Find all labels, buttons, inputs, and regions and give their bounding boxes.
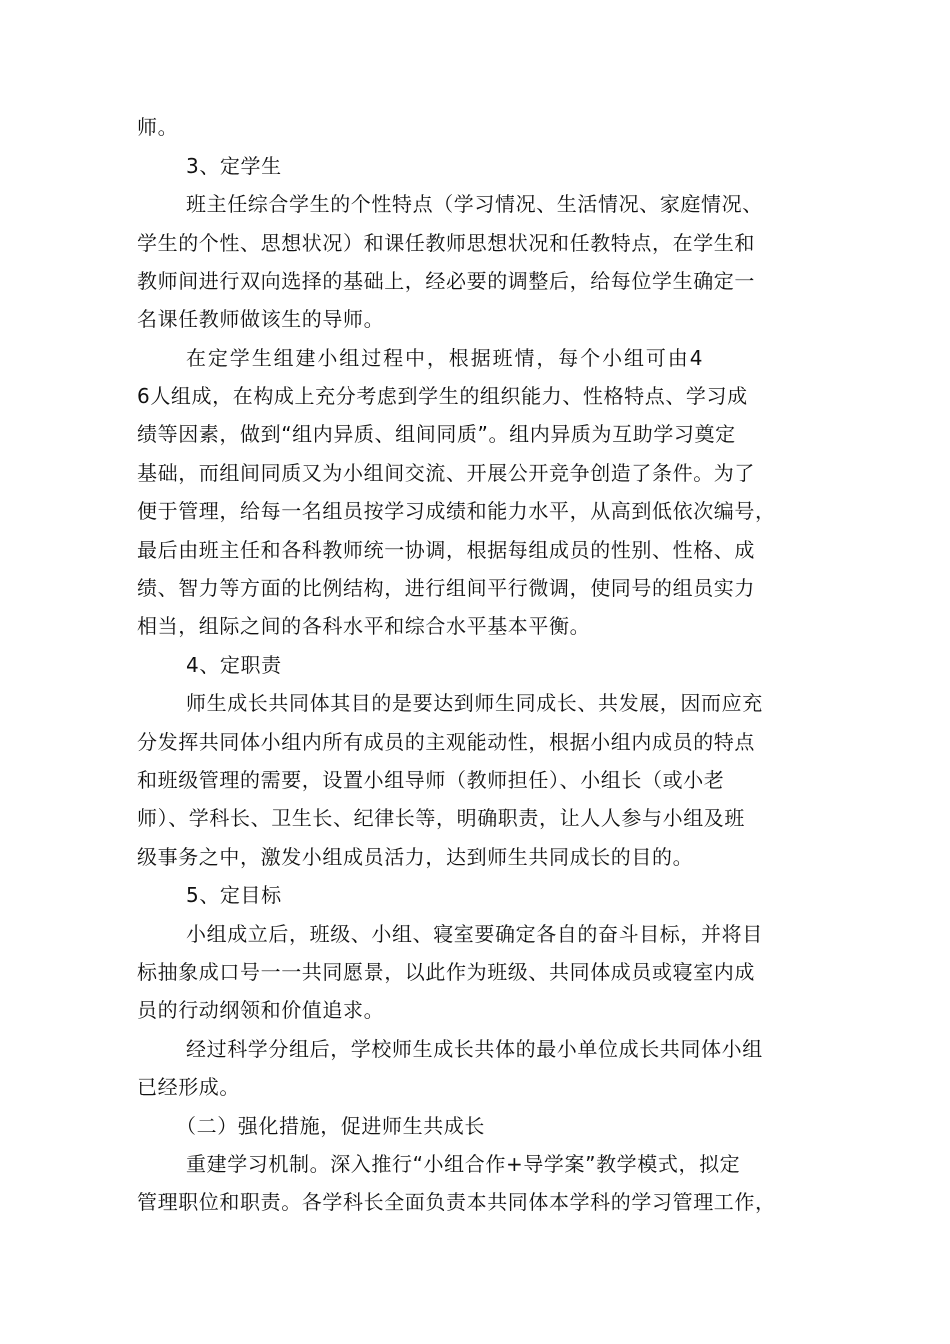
- text-line: 教师间进行双向选择的基础上，经必要的调整后，给每位学生确定一: [137, 269, 755, 293]
- text-line: 员的行动纲领和价值追求。: [137, 998, 385, 1022]
- text-line: 名课任教师做该生的导师。: [137, 307, 385, 331]
- text-line: 师）、学科长、卫生长、纪律长等，明确职责，让人人参与小组及班: [137, 806, 745, 830]
- text-line: 相当，组际之间的各科水平和综合水平基本平衡。: [137, 614, 591, 638]
- text-line: 小组成立后，班级、小组、寝室要确定各自的奋斗目标，并将目: [186, 922, 763, 946]
- section-heading: 3、定学生: [186, 154, 282, 178]
- text-line: 师生成长共同体其目的是要达到师生同成长、共发展，因而应充: [186, 691, 763, 715]
- section-heading: （二）强化措施，促进师生共成长: [176, 1114, 485, 1138]
- section-heading: 4、定职责: [186, 653, 282, 677]
- text-line: 便于管理，给每一名组员按学习成绩和能力水平，从高到低依次编号，: [137, 499, 776, 523]
- text-line: 基础，而组间同质又为小组间交流、开展公开竞争创造了条件。为了: [137, 461, 755, 485]
- text-line: 已经形成。: [137, 1075, 240, 1099]
- text-line: 和班级管理的需要，设置小组导师（教师担任）、小组长（或小老: [137, 768, 725, 792]
- section-heading: 5、定目标: [186, 883, 282, 907]
- text-line: 经过科学分组后，学校师生成长共体的最小单位成长共同体小组: [186, 1037, 763, 1061]
- text-line: 在定学生组建小组过程中，根据班情，每个小组可由4: [186, 346, 705, 370]
- text-line: 重建学习机制。深入推行“小组合作+导学案”教学模式，拟定: [186, 1152, 741, 1176]
- text-line: 6人组成，在构成上充分考虑到学生的组织能力、性格特点、学习成: [137, 384, 748, 408]
- text-line: 绩、智力等方面的比例结构，进行组间平行微调，使同号的组员实力: [137, 576, 755, 600]
- text-line: 学生的个性、思想状况）和课任教师思想状况和任教特点，在学生和: [137, 231, 755, 255]
- text-line: 班主任综合学生的个性特点（学习情况、生活情况、家庭情况、: [186, 192, 763, 216]
- text-line: 分发挥共同体小组内所有成员的主观能动性，根据小组内成员的特点: [137, 730, 755, 754]
- text-line: 管理职位和职责。各学科长全面负责本共同体本学科的学习管理工作，: [137, 1190, 776, 1214]
- text-line: 级事务之中，激发小组成员活力，达到师生共同成长的目的。: [137, 845, 694, 869]
- text-line: 标抽象成口号一一共同愿景，以此作为班级、共同体成员或寝室内成: [137, 960, 755, 984]
- text-line: 师。: [137, 115, 179, 139]
- text-line: 最后由班主任和各科教师统一协调，根据每组成员的性别、性格、成: [137, 538, 755, 562]
- text-line: 绩等因素，做到“组内异质、组间同质”。组内异质为互助学习奠定: [137, 422, 736, 446]
